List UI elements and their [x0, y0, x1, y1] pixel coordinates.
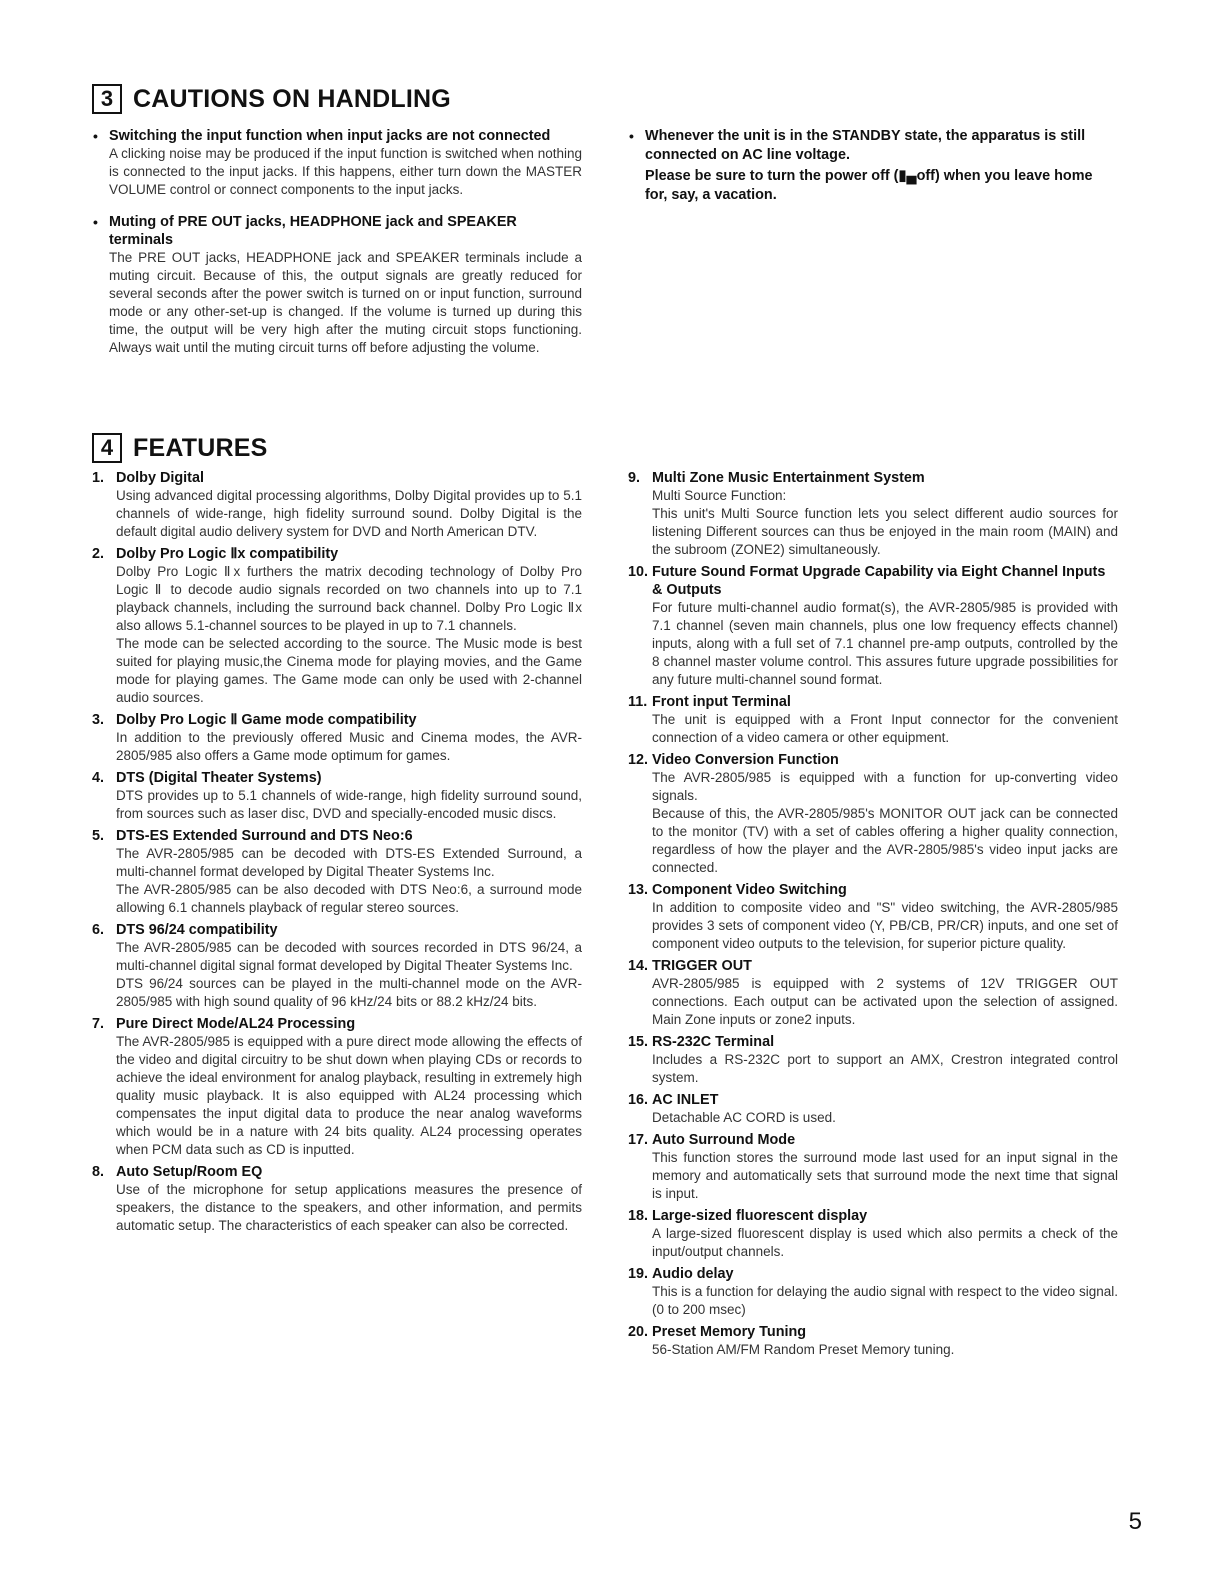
feature-item [92, 1015, 582, 1159]
feature-body [652, 769, 1118, 877]
caution-text: The PRE OUT jacks, HEADPHONE jack and SPEAKER terminals include a muting circuit. Because of this, the output signals are greatly reduced for several seconds after the power switch is turned on or input function, surround mode or any other-set-up is changed. If the volume is turned up during this time, the output will be very high after the muting circuit stops functioning. Always wait until the muting circuit turns off before adjusting the volume. [109, 250, 582, 355]
features-right-column [628, 469, 1118, 1363]
cautions-section-header [92, 84, 451, 114]
feature-title: Large-sized fluorescent display [652, 1208, 868, 1224]
feature-body [652, 599, 1118, 689]
feature-body [652, 1225, 1118, 1261]
feature-paragraph: A large-sized fluorescent display is used which also permits a check of the input/output channels. [652, 1226, 1118, 1259]
feature-title: RS-232C Terminal [652, 1034, 775, 1050]
feature-number: 4. [92, 770, 105, 786]
feature-body [652, 487, 1118, 559]
feature-number: 19. [628, 1266, 649, 1282]
feature-item [92, 545, 582, 707]
caution-heading: Muting of PRE OUT jacks, HEADPHONE jack and SPEAKER terminals [109, 214, 517, 248]
feature-number: 2. [92, 546, 105, 562]
feature-number: 11. [628, 694, 648, 710]
caution-item [92, 213, 582, 357]
feature-item [628, 469, 1118, 559]
features-section-header [92, 433, 267, 463]
feature-paragraph: The unit is equipped with a Front Input connector for the convenient connection of a video camera or other equipment. [652, 712, 1118, 745]
feature-title: Pure Direct Mode/AL24 Processing [116, 1016, 356, 1032]
feature-number: 20. [628, 1324, 649, 1340]
feature-item [92, 827, 582, 917]
bullet-icon: • [93, 128, 98, 144]
feature-paragraph: This unit's Multi Source function lets you select different audio sources for listening Different sources can thus be enjoyed in the main room (MAIN) and the subroom (ZONE2) simultaneously. [652, 506, 1118, 557]
standby-warning [628, 127, 1118, 205]
feature-item [628, 1091, 1118, 1127]
feature-paragraph: AVR-2805/985 is equipped with 2 systems of 12V TRIGGER OUT connections. Each output can be activated upon the selection of assigned. Main Zone inputs or zone2 inputs. [652, 976, 1118, 1027]
feature-number: 6. [92, 922, 105, 938]
feature-paragraph: DTS 96/24 sources can be played in the multi-channel mode on the AVR-2805/985 with high sound quality of 96 kHz/24 bits or 88.2 kHz/24 bits. [116, 976, 582, 1009]
feature-body [116, 563, 582, 707]
feature-title: Dolby Digital [116, 470, 204, 486]
feature-paragraph: Because of this, the AVR-2805/985's MONITOR OUT jack can be connected to the monitor (TV) with a set of cables offering a higher quality connection, regardless of how the player and the AVR-2805/985's video input jacks are connected. [652, 806, 1118, 875]
page-number: 5 [1128, 1508, 1142, 1535]
feature-paragraph: This function stores the surround mode last used for an input signal in the memory and automatically sets that surround mode the next time that signal is input. [652, 1150, 1118, 1201]
feature-item [628, 1323, 1118, 1359]
section-title: FEATURES [133, 433, 268, 462]
feature-title: TRIGGER OUT [652, 958, 752, 974]
feature-paragraph: Using advanced digital processing algorithms, Dolby Digital provides up to 5.1 channels of wide-range, high fidelity surround sound. Dolby Digital is the default digital audio delivery system for DVD and North American DTV. [116, 488, 582, 539]
feature-paragraph: The AVR-2805/985 can be also decoded with DTS Neo:6, a surround mode allowing 6.1 channels playback of regular stereo sources. [116, 882, 582, 915]
bullet-icon: • [629, 128, 634, 144]
section-number-box: 4 [92, 433, 122, 463]
feature-paragraph: Includes a RS-232C port to support an AMX, Crestron integrated control system. [652, 1052, 1118, 1085]
feature-body [116, 787, 582, 823]
feature-title: Auto Surround Mode [652, 1132, 796, 1148]
feature-paragraph: DTS provides up to 5.1 channels of wide-range, high fidelity surround sound, from sources such as laser disc, DVD and specially-encoded music discs. [116, 788, 582, 821]
feature-title: AC INLET [652, 1092, 719, 1108]
feature-number: 3. [92, 712, 105, 728]
feature-number: 7. [92, 1016, 105, 1032]
feature-paragraph: The AVR-2805/985 is equipped with a function for up-converting video signals. [652, 770, 1118, 803]
feature-number: 12. [628, 752, 649, 768]
feature-body [116, 845, 582, 917]
feature-item [628, 693, 1118, 747]
feature-item [628, 1131, 1118, 1203]
caution-heading: Switching the input function when input jacks are not connected [109, 128, 551, 144]
feature-title: Multi Zone Music Entertainment System [652, 470, 925, 486]
feature-paragraph: Detachable AC CORD is used. [652, 1110, 836, 1125]
feature-body [652, 711, 1118, 747]
feature-paragraph: Dolby Pro Logic Ⅱx furthers the matrix decoding technology of Dolby Pro Logic Ⅱ to decode audio signals recorded on two channels into up to 7.1 playback channels, including the surround back channel. Dolby Pro Logic Ⅱx also allows 5.1-channel sources to be played in up to 7.1 channels. [116, 564, 582, 633]
feature-number: 15. [628, 1034, 649, 1050]
section-number-box: 3 [92, 84, 122, 114]
feature-item [92, 469, 582, 541]
feature-title: Video Conversion Function [652, 752, 839, 768]
cautions-left-column [92, 127, 582, 371]
feature-item [628, 957, 1118, 1029]
feature-item [628, 881, 1118, 953]
feature-number: 10. [628, 564, 649, 580]
feature-title: DTS (Digital Theater Systems) [116, 770, 322, 786]
feature-paragraph: 56-Station AM/FM Random Preset Memory tuning. [652, 1342, 955, 1357]
feature-paragraph: Use of the microphone for setup applications measures the presence of speakers, the distance to the speakers, and other information, and permits automatic setup. The characteristics of each speaker can also be corrected. [116, 1182, 582, 1233]
feature-title: DTS-ES Extended Surround and DTS Neo:6 [116, 828, 413, 844]
feature-number: 18. [628, 1208, 649, 1224]
feature-body [652, 1149, 1118, 1203]
features-left-column [92, 469, 582, 1239]
feature-body [116, 1033, 582, 1159]
feature-item [92, 921, 582, 1011]
feature-paragraph: In addition to the previously offered Music and Cinema modes, the AVR-2805/985 also offers a Game mode optimum for games. [116, 730, 582, 763]
feature-paragraph: For future multi-channel audio format(s), the AVR-2805/985 is provided with 7.1 channel (seven main channels, plus one low frequency effects channel) inputs, along with a full set of 7.1 channel pre-amp outputs, controlled by the 8 channel master volume control. This assures future upgrade possibilities for any future multi-channel sound format. [652, 600, 1118, 687]
feature-body [652, 1109, 1118, 1127]
feature-item [628, 563, 1118, 689]
feature-body [116, 487, 582, 541]
caution-text: A clicking noise may be produced if the input function is switched when nothing is connected to the input jacks. If this happens, either turn down the MASTER VOLUME control or connect components to the input jacks. [109, 146, 582, 197]
feature-item [92, 769, 582, 823]
feature-number: 9. [628, 470, 641, 486]
power-off-warning-text: Please be sure to turn the power off (▮▄off) when you leave home for, say, a vacation. [645, 168, 1093, 203]
feature-title: Component Video Switching [652, 882, 847, 898]
feature-number: 8. [92, 1164, 105, 1180]
feature-title: Future Sound Format Upgrade Capability via Eight Channel Inputs & Outputs [652, 564, 1106, 598]
feature-item [628, 1265, 1118, 1319]
cautions-right-column [628, 127, 1118, 219]
standby-warning-text: Whenever the unit is in the STANDBY state, the apparatus is still connected on AC line voltage. [645, 128, 1086, 163]
feature-number: 14. [628, 958, 649, 974]
feature-body [652, 1341, 1118, 1359]
feature-body [652, 1051, 1118, 1087]
feature-body [652, 899, 1118, 953]
feature-paragraph: The AVR-2805/985 can be decoded with sources recorded in DTS 96/24, a multi-channel digital signal format developed by Digital Theater Systems Inc. [116, 940, 582, 973]
feature-paragraph: The AVR-2805/985 is equipped with a pure direct mode allowing the effects of the video and digital circuitry to be shut down when playing CDs or records to achieve the ideal environment for analog playback, resulting in extremely high quality music playback. It is also equipped with AL24 processing which compensates the input digital data to produce the near analog waveforms which would be in a nature with 24 bits quality. AL24 processing operates when PCM data such as CD is inputted. [116, 1034, 582, 1157]
bullet-icon: • [93, 214, 98, 230]
feature-title: Dolby Pro Logic Ⅱx compatibility [116, 546, 339, 562]
feature-body [116, 1181, 582, 1235]
feature-number: 13. [628, 882, 649, 898]
feature-title: Dolby Pro Logic Ⅱ Game mode compatibility [116, 712, 417, 728]
feature-title: DTS 96/24 compatibility [116, 922, 278, 938]
feature-title: Audio delay [652, 1266, 734, 1282]
section-title: CAUTIONS ON HANDLING [133, 84, 451, 113]
feature-paragraph: This is a function for delaying the audio signal with respect to the video signal. (0 to 200 msec) [652, 1284, 1118, 1317]
feature-number: 1. [92, 470, 105, 486]
feature-paragraph: The mode can be selected according to the source. The Music mode is best suited for playing music,the Cinema mode for playing movies, and the Game mode for playing games. The Game mode can only be used with 2-channel audio sources. [116, 636, 582, 705]
feature-paragraph: Multi Source Function: [652, 488, 787, 503]
feature-paragraph: The AVR-2805/985 can be decoded with DTS-ES Extended Surround, a multi-channel format developed by Digital Theater Systems Inc. [116, 846, 582, 879]
feature-body [116, 939, 582, 1011]
feature-item [92, 711, 582, 765]
feature-number: 17. [628, 1132, 649, 1148]
caution-item [92, 127, 582, 199]
feature-title: Auto Setup/Room EQ [116, 1164, 263, 1180]
feature-item [628, 1033, 1118, 1087]
feature-number: 16. [628, 1092, 649, 1108]
feature-number: 5. [92, 828, 105, 844]
feature-item [628, 751, 1118, 877]
feature-title: Preset Memory Tuning [652, 1324, 807, 1340]
feature-body [116, 729, 582, 765]
feature-paragraph: In addition to composite video and "S" video switching, the AVR-2805/985 provides 3 sets of component video (Y, PB/CB, PR/CR) inputs, and one set of component video outputs to the television, for superior picture quality. [652, 900, 1118, 951]
feature-title: Front input Terminal [652, 694, 791, 710]
feature-body [652, 975, 1118, 1029]
feature-body [652, 1283, 1118, 1319]
feature-item [628, 1207, 1118, 1261]
feature-item [92, 1163, 582, 1235]
